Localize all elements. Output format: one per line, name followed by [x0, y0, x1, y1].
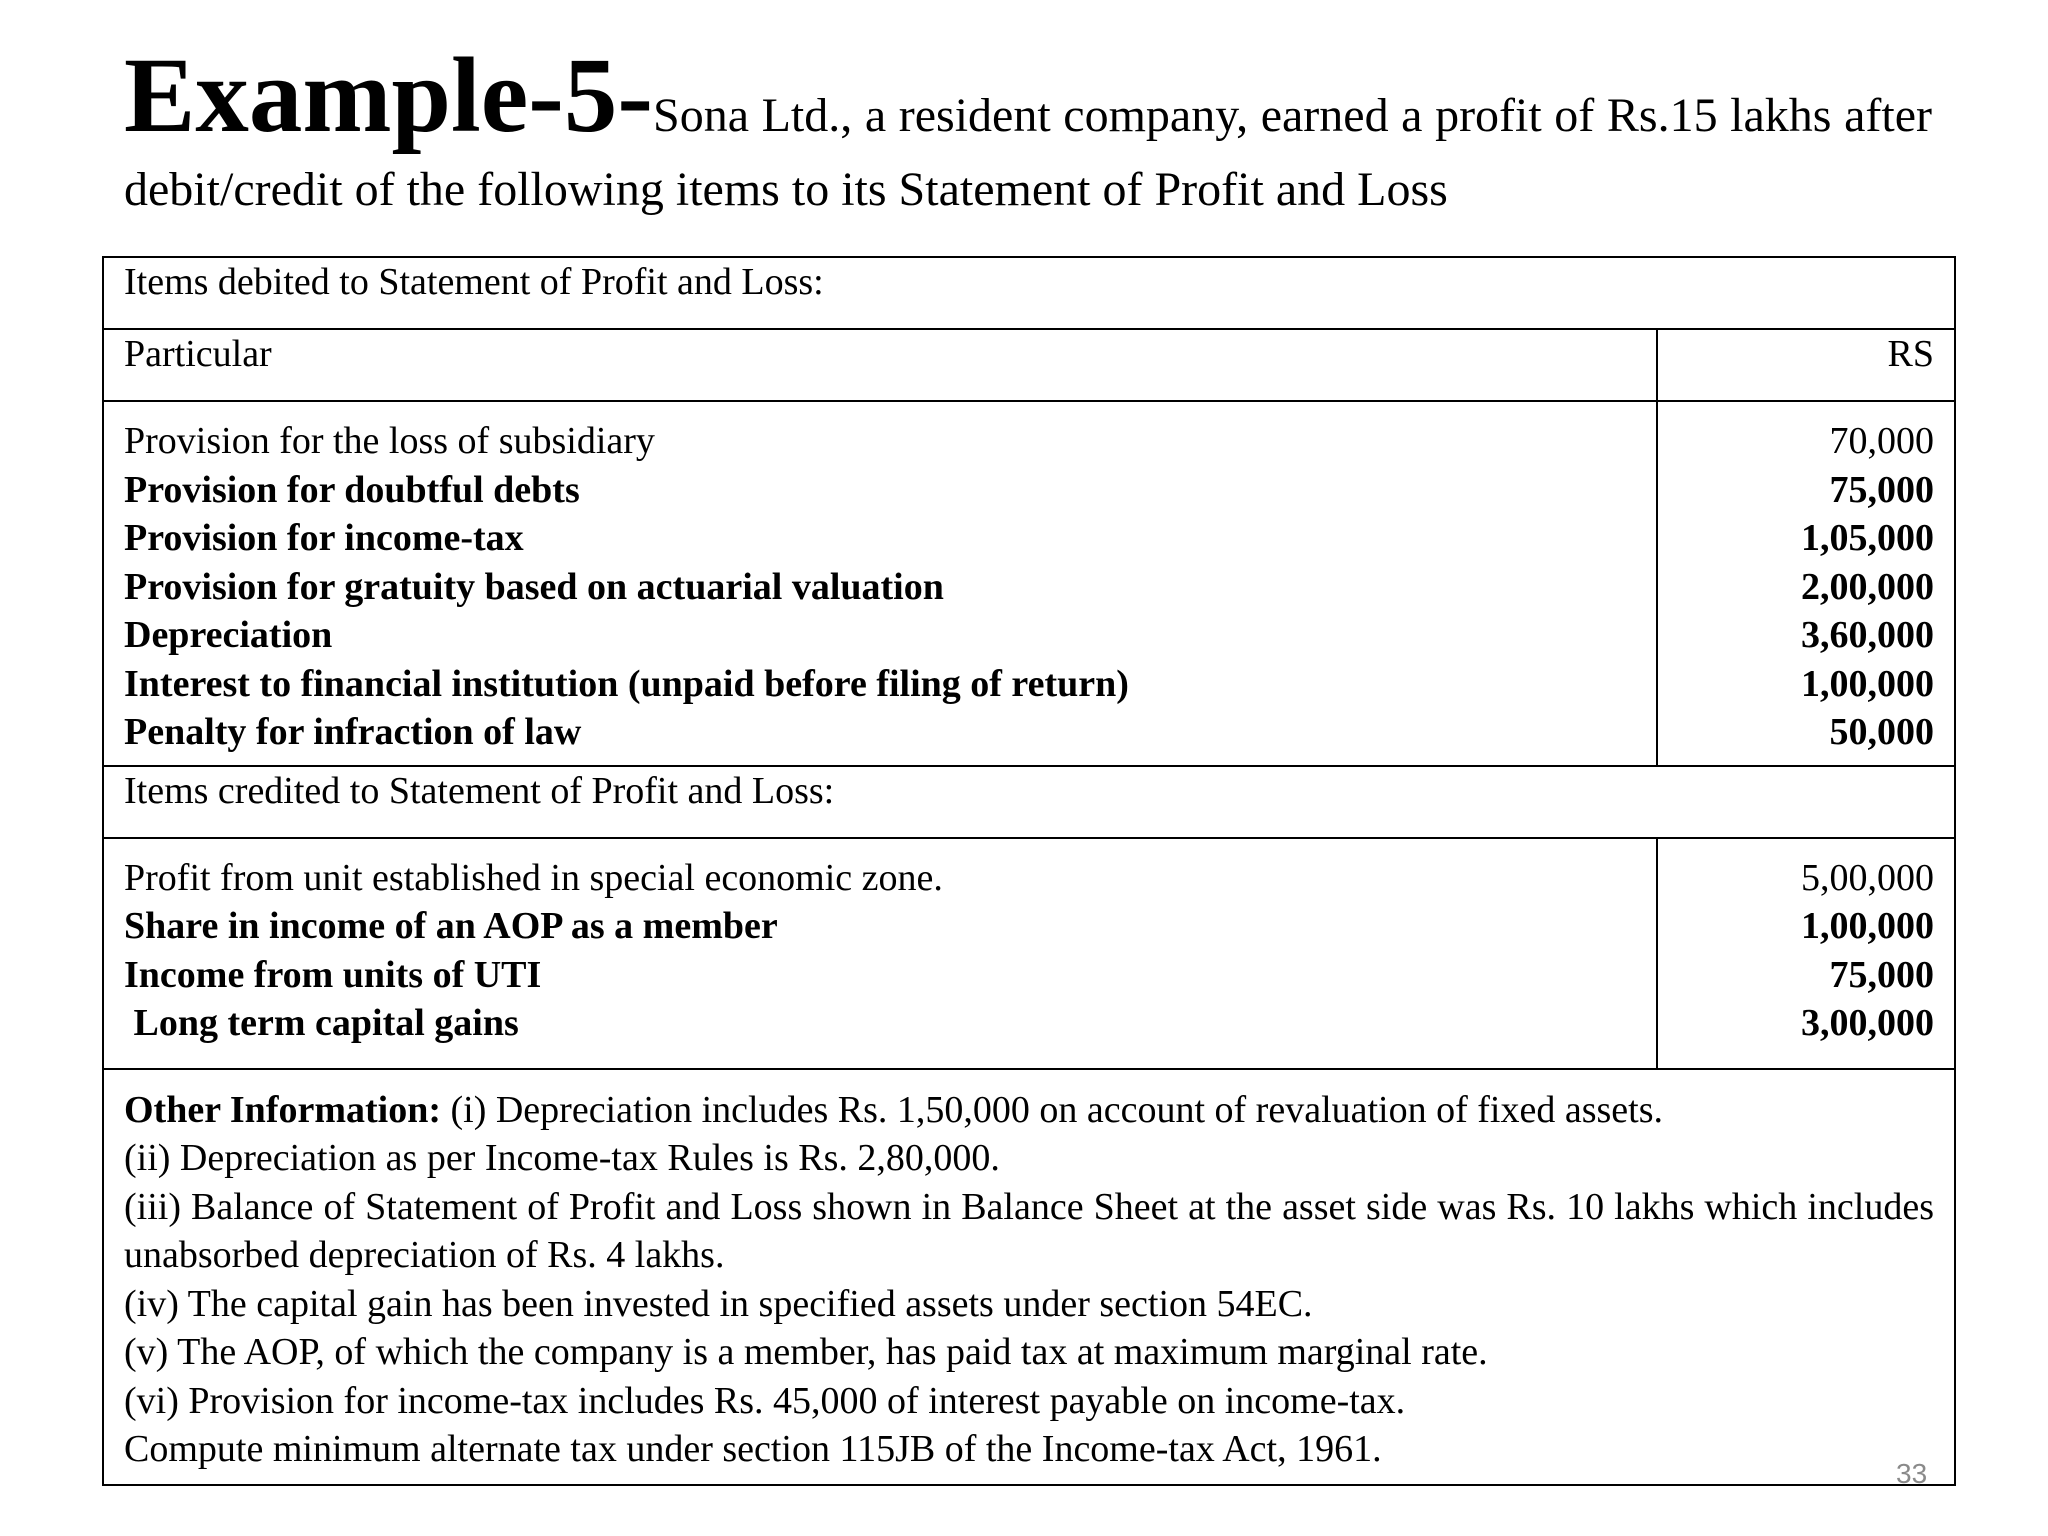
debited-item-amount: 70,000: [1829, 420, 1934, 462]
other-info-text: (vi) Provision for income-tax includes Rs. 45,000 of interest payable on income-tax.: [124, 1379, 1406, 1422]
other-info-line-1: [124, 1086, 1934, 1135]
credited-item-amount: 3,00,000: [1801, 1002, 1934, 1044]
debited-section-label: Items debited to Statement of Profit and Loss:: [103, 257, 1955, 329]
col-amount-header: RS: [1657, 329, 1955, 401]
credited-item-label: Share in income of an AOP as a member: [124, 905, 778, 947]
other-info-text: (v) The AOP, of which the company is a member, has paid tax at maximum marginal rate.: [124, 1331, 1488, 1373]
other-info-text: (i) Depreciation includes Rs. 1,50,000 on account of revaluation of fixed assets.: [441, 1088, 1663, 1131]
debited-item-label: Depreciation: [124, 614, 333, 656]
debited-item-label: Provision for gratuity based on actuarial valuation: [124, 565, 944, 608]
debited-item-label: Provision for the loss of subsidiary: [124, 420, 655, 462]
debited-item-amount: 75,000: [1829, 468, 1934, 511]
page-number: 33: [1896, 1458, 1928, 1489]
other-info-text: (iv) The capital gain has been invested in specified assets under section 54EC.: [124, 1282, 1313, 1325]
debited-item-label: Provision for doubtful debts: [124, 468, 580, 511]
debited-item-amount: 1,00,000: [1801, 662, 1934, 705]
credited-item-label: Profit from unit established in special economic zone.: [124, 856, 943, 899]
credited-section-row: [103, 766, 1955, 838]
credited-item-label: Long term capital gains: [124, 1002, 519, 1044]
debited-item-amount: 3,60,000: [1801, 614, 1934, 656]
credited-labels-cell: [103, 838, 1657, 1069]
other-info-text: Compute minimum alternate tax under section 115JB of the Income-tax Act, 1961.: [124, 1428, 1382, 1470]
credited-amounts-cell: [1657, 838, 1955, 1069]
col-particular-header: Particular: [103, 329, 1657, 401]
credited-section-label: Items credited to Statement of Profit and Loss:: [103, 766, 1955, 838]
column-header-row: [103, 329, 1955, 401]
debited-labels-cell: [103, 401, 1657, 766]
other-info-text: (iii) Balance of Statement of Profit and Loss shown in Balance Sheet at the asset side was Rs. 10 lakhs which includes unabsorbed depreciation of Rs. 4 lakhs.: [124, 1185, 1934, 1276]
debited-item-label: Provision for income-tax: [124, 517, 524, 559]
credited-items-row: [103, 838, 1955, 1069]
example-title: Example-5-: [124, 37, 653, 155]
credited-item-label: Income from units of UTI: [124, 953, 542, 996]
debited-item-amount: 2,00,000: [1801, 565, 1934, 608]
debited-item-label: Penalty for infraction of law: [124, 711, 582, 753]
other-info-row: [103, 1069, 1955, 1485]
debited-amounts-cell: [1657, 401, 1955, 766]
other-info-text: (ii) Depreciation as per Income-tax Rules is Rs. 2,80,000.: [124, 1137, 1000, 1179]
slide-heading: [124, 37, 1932, 227]
debited-item-label: Interest to financial institution (unpaid before filing of return): [124, 662, 1129, 705]
credited-item-amount: 75,000: [1829, 953, 1934, 996]
debited-item-amount: 1,05,000: [1801, 517, 1934, 559]
debited-item-amount: 50,000: [1829, 711, 1934, 753]
other-info-label: Other Information:: [124, 1088, 441, 1131]
debited-items-row: [103, 401, 1955, 766]
debited-section-row: [103, 257, 1955, 329]
other-info-cell: [103, 1069, 1955, 1485]
credited-item-amount: 1,00,000: [1801, 905, 1934, 947]
profit-loss-table: [102, 256, 1956, 1486]
example-intro: Sona Ltd., a resident company, earned a profit of Rs.15 lakhs after debit/credit of the following items to its Statement of Profit and Loss: [124, 89, 1932, 216]
credited-item-amount: 5,00,000: [1801, 856, 1934, 899]
